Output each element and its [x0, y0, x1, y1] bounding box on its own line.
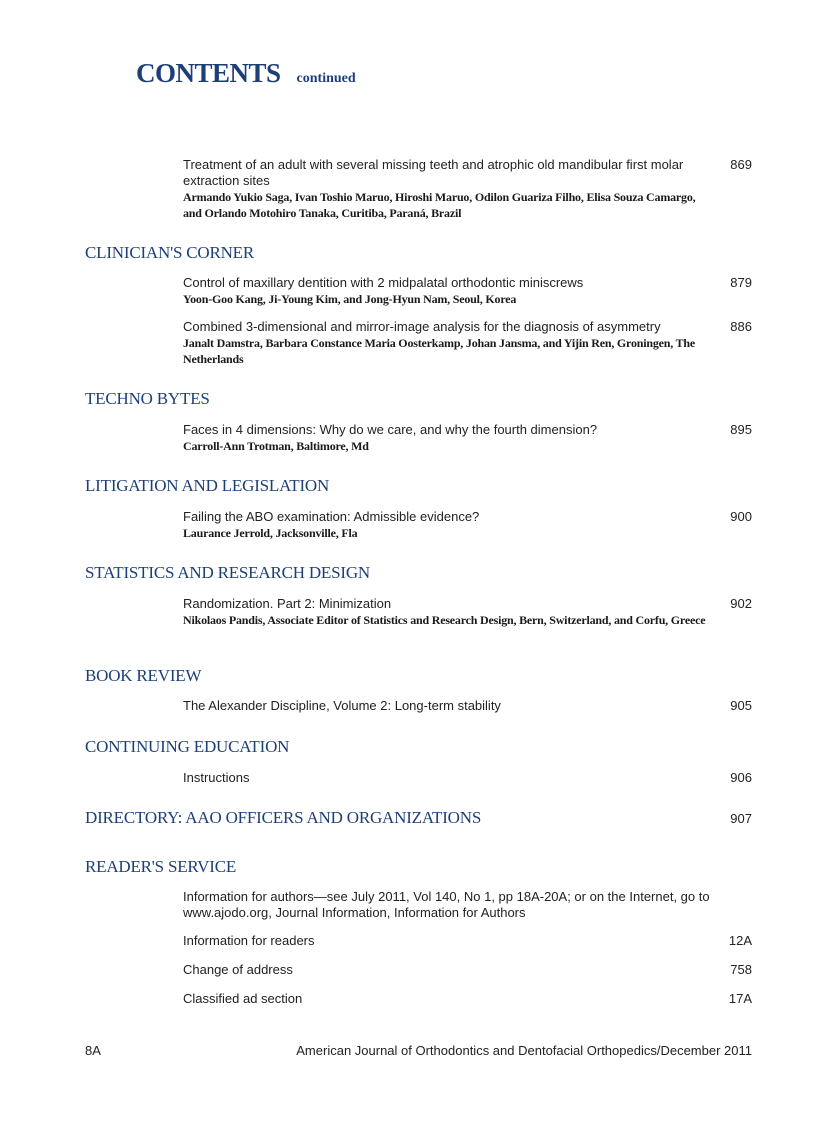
entry-title[interactable]: Change of address [183, 962, 293, 977]
entry-authors: Armando Yukio Saga, Ivan Toshio Maruo, Hiroshi Maruo, Odilon Guariza Filho, Elisa Souza Camargo, and Orlando Motohiro Tanaka, Curitiba, Paraná, Brazil [183, 190, 696, 220]
toc-entry[interactable] [183, 275, 713, 307]
footer-page-number: 8A [85, 1043, 101, 1058]
entry-title[interactable]: Failing the ABO examination: Admissible evidence? [183, 509, 480, 524]
section-heading[interactable]: DIRECTORY: AAO OFFICERS AND ORGANIZATIONS [85, 808, 482, 827]
toc-entry[interactable] [183, 509, 713, 541]
entry-authors: Laurance Jerrold, Jacksonville, Fla [183, 526, 358, 540]
entry-title[interactable]: The Alexander Discipline, Volume 2: Long-term stability [183, 698, 501, 713]
footer-journal-title: American Journal of Orthodontics and Dentofacial Orthopedics/December 2011 [296, 1043, 752, 1058]
section-heading: CLINICIAN'S CORNER [85, 243, 254, 262]
page-number: 879 [730, 275, 752, 290]
page-number: 895 [730, 422, 752, 437]
section-heading: LITIGATION AND LEGISLATION [85, 476, 330, 495]
section-heading: CONTINUING EDUCATION [85, 737, 290, 756]
page-number: 900 [730, 509, 752, 524]
toc-entry[interactable] [183, 962, 713, 978]
page-number: 886 [730, 319, 752, 334]
page-number: 905 [730, 698, 752, 713]
entry-title[interactable]: Faces in 4 dimensions: Why do we care, and why the fourth dimension? [183, 422, 598, 437]
section-heading: BOOK REVIEW [85, 666, 202, 685]
entry-title[interactable]: Instructions [183, 770, 250, 785]
entry-title[interactable]: Combined 3-dimensional and mirror-image analysis for the diagnosis of asymmetry [183, 319, 661, 334]
page-number: 12A [728, 933, 752, 948]
section-heading: STATISTICS AND RESEARCH DESIGN [85, 563, 370, 582]
page-number: 902 [730, 596, 752, 611]
toc-entry[interactable] [183, 889, 713, 921]
toc-entry[interactable] [183, 933, 713, 949]
entry-title[interactable]: Randomization. Part 2: Minimization [183, 596, 392, 611]
entry-authors: Yoon-Goo Kang, Ji-Young Kim, and Jong-Hyun Nam, Seoul, Korea [183, 292, 517, 306]
toc-entry[interactable] [183, 157, 713, 221]
page-number: 758 [730, 962, 752, 977]
entry-authors: Nikolaos Pandis, Associate Editor of Statistics and Research Design, Bern, Switzerland, and Corfu, Greece [183, 613, 706, 627]
page-number: 869 [730, 157, 752, 172]
page-number: 906 [730, 770, 752, 785]
toc-entry[interactable] [183, 319, 718, 367]
entry-title[interactable]: Classified ad section [183, 991, 303, 1006]
toc-entry[interactable] [183, 770, 713, 786]
toc-entry[interactable] [183, 596, 718, 628]
toc-entry[interactable] [183, 422, 713, 454]
continued-label: continued [296, 71, 356, 86]
toc-entry[interactable] [183, 698, 713, 714]
entry-authors: Carroll-Ann Trotman, Baltimore, Md [183, 439, 369, 453]
entry-authors: Janalt Damstra, Barbara Constance Maria Oosterkamp, Johan Jansma, and Yijin Ren, Groningen, The Netherlands [183, 336, 696, 366]
entry-title[interactable]: Treatment of an adult with several missing teeth and atrophic old mandibular first molar extraction sites [183, 157, 684, 188]
entry-title[interactable]: Information for authors—see July 2011, Vol 140, No 1, pp 18A-20A; or on the Internet, go to www.ajodo.org, Journal Information, Information for Authors [183, 889, 710, 920]
toc-entry[interactable] [183, 991, 713, 1007]
page-title [136, 58, 356, 89]
contents-heading: CONTENTS [136, 58, 281, 88]
entry-title[interactable]: Control of maxillary dentition with 2 midpalatal orthodontic miniscrews [183, 275, 584, 290]
page-number: 907 [730, 811, 752, 826]
page-number: 17A [728, 991, 752, 1006]
section-heading: TECHNO BYTES [85, 389, 210, 408]
section-heading: READER'S SERVICE [85, 857, 237, 876]
entry-title[interactable]: Information for readers [183, 933, 315, 948]
